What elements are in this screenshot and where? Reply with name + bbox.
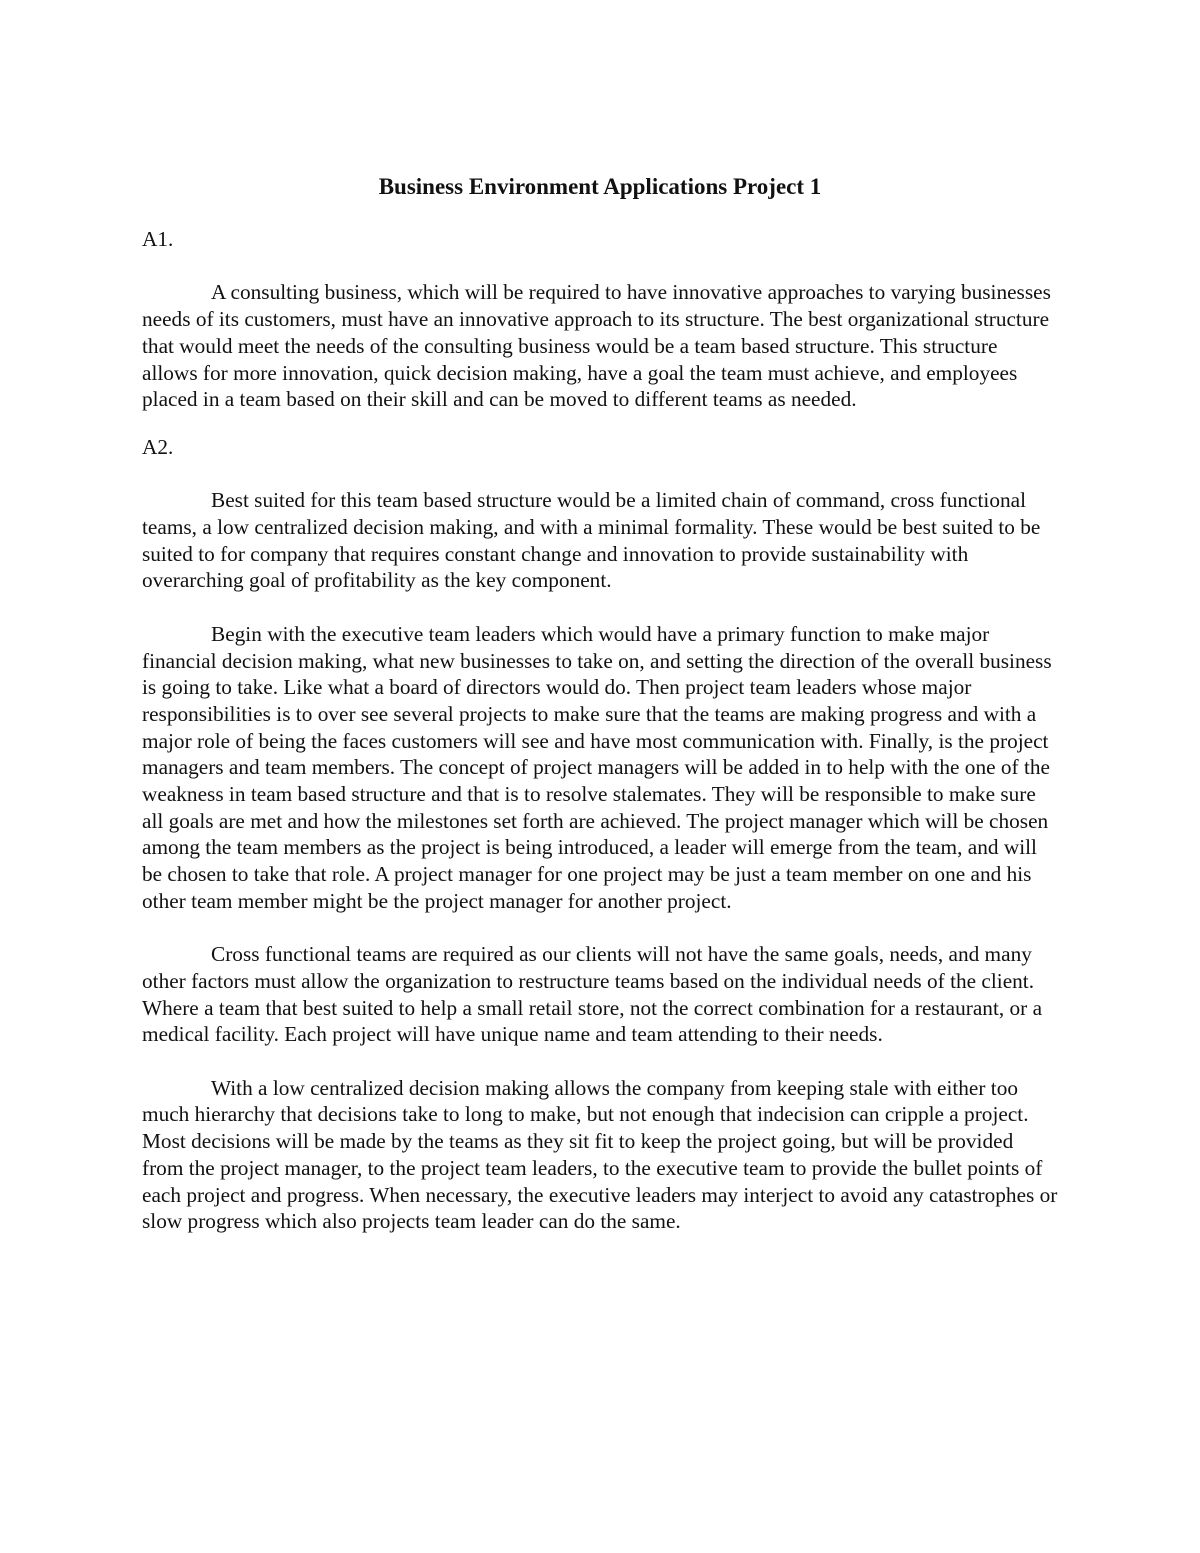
paragraph-a2-2: Begin with the executive team leaders which would have a primary function to make major financial decision making, what new businesses to take on, and setting the direction of the overall business is going to take. Like what a board of directors would do. Then project team leaders whose major responsibilities is to over see several projects to make sure that the teams are making progress and with a major role of being the faces customers will see and have most communication with. Finally, is the project managers and team members. The concept of project managers will be added in to help with the one of the weakness in team based structure and that is to resolve stalemates. They will be responsible to make sure all goals are met and how the milestones set forth are achieved. The project manager which will be chosen among the team members as the project is being introduced, a leader will emerge from the team, and will be chosen to take that role. A project manager for one project may be just a team member on one and his other team member might be the project manager for another project.	[142, 621, 1052, 913]
paragraph-a2-1: Best suited for this team based structure would be a limited chain of command, cross functional teams, a low centralized decision making, and with a minimal formality. These would be best suited to be suited to for company that requires constant change and innovation to provide sustainability with overarching goal of profitability as the key component.	[142, 488, 1041, 593]
paragraph-a1-1: A consulting business, which will be required to have innovative approaches to varying businesses needs of its customers, must have an innovative approach to its structure. The best organizational structure that would meet the needs of the consulting business would be a team based structure. This structure allows for more innovation, quick decision making, have a goal the team must achieve, and employees placed in a team based on their skill and can be moved to different teams as needed.	[142, 280, 1051, 412]
section-label-a2: A2.	[142, 434, 174, 459]
paragraph-a2-3: Cross functional teams are required as our clients will not have the same goals, needs, and many other factors must allow the organization to restructure teams based on the individual needs of the client. Where a team that best suited to help a small retail store, not the correct combination for a restaurant, or a medical facility. Each project will have unique name and team attending to their needs.	[142, 942, 1043, 1047]
section-label-a1: A1.	[142, 227, 174, 251]
document-body	[142, 170, 1058, 1235]
document-title: Business Environment Applications Project 1	[378, 174, 822, 199]
paragraph-a2-4: With a low centralized decision making allows the company from keeping stale with either too much hierarchy that decisions take to long to make, but not enough that indecision can cripple a project. Most decisions will be made by the teams as they sit fit to keep the project going, but will be provided from the project manager, to the project team leaders, to the executive team to provide the bullet points of each project and progress. When necessary, the executive leaders may interject to avoid any catastrophes or slow progress which also projects team leader can do the same.	[142, 1075, 1058, 1234]
